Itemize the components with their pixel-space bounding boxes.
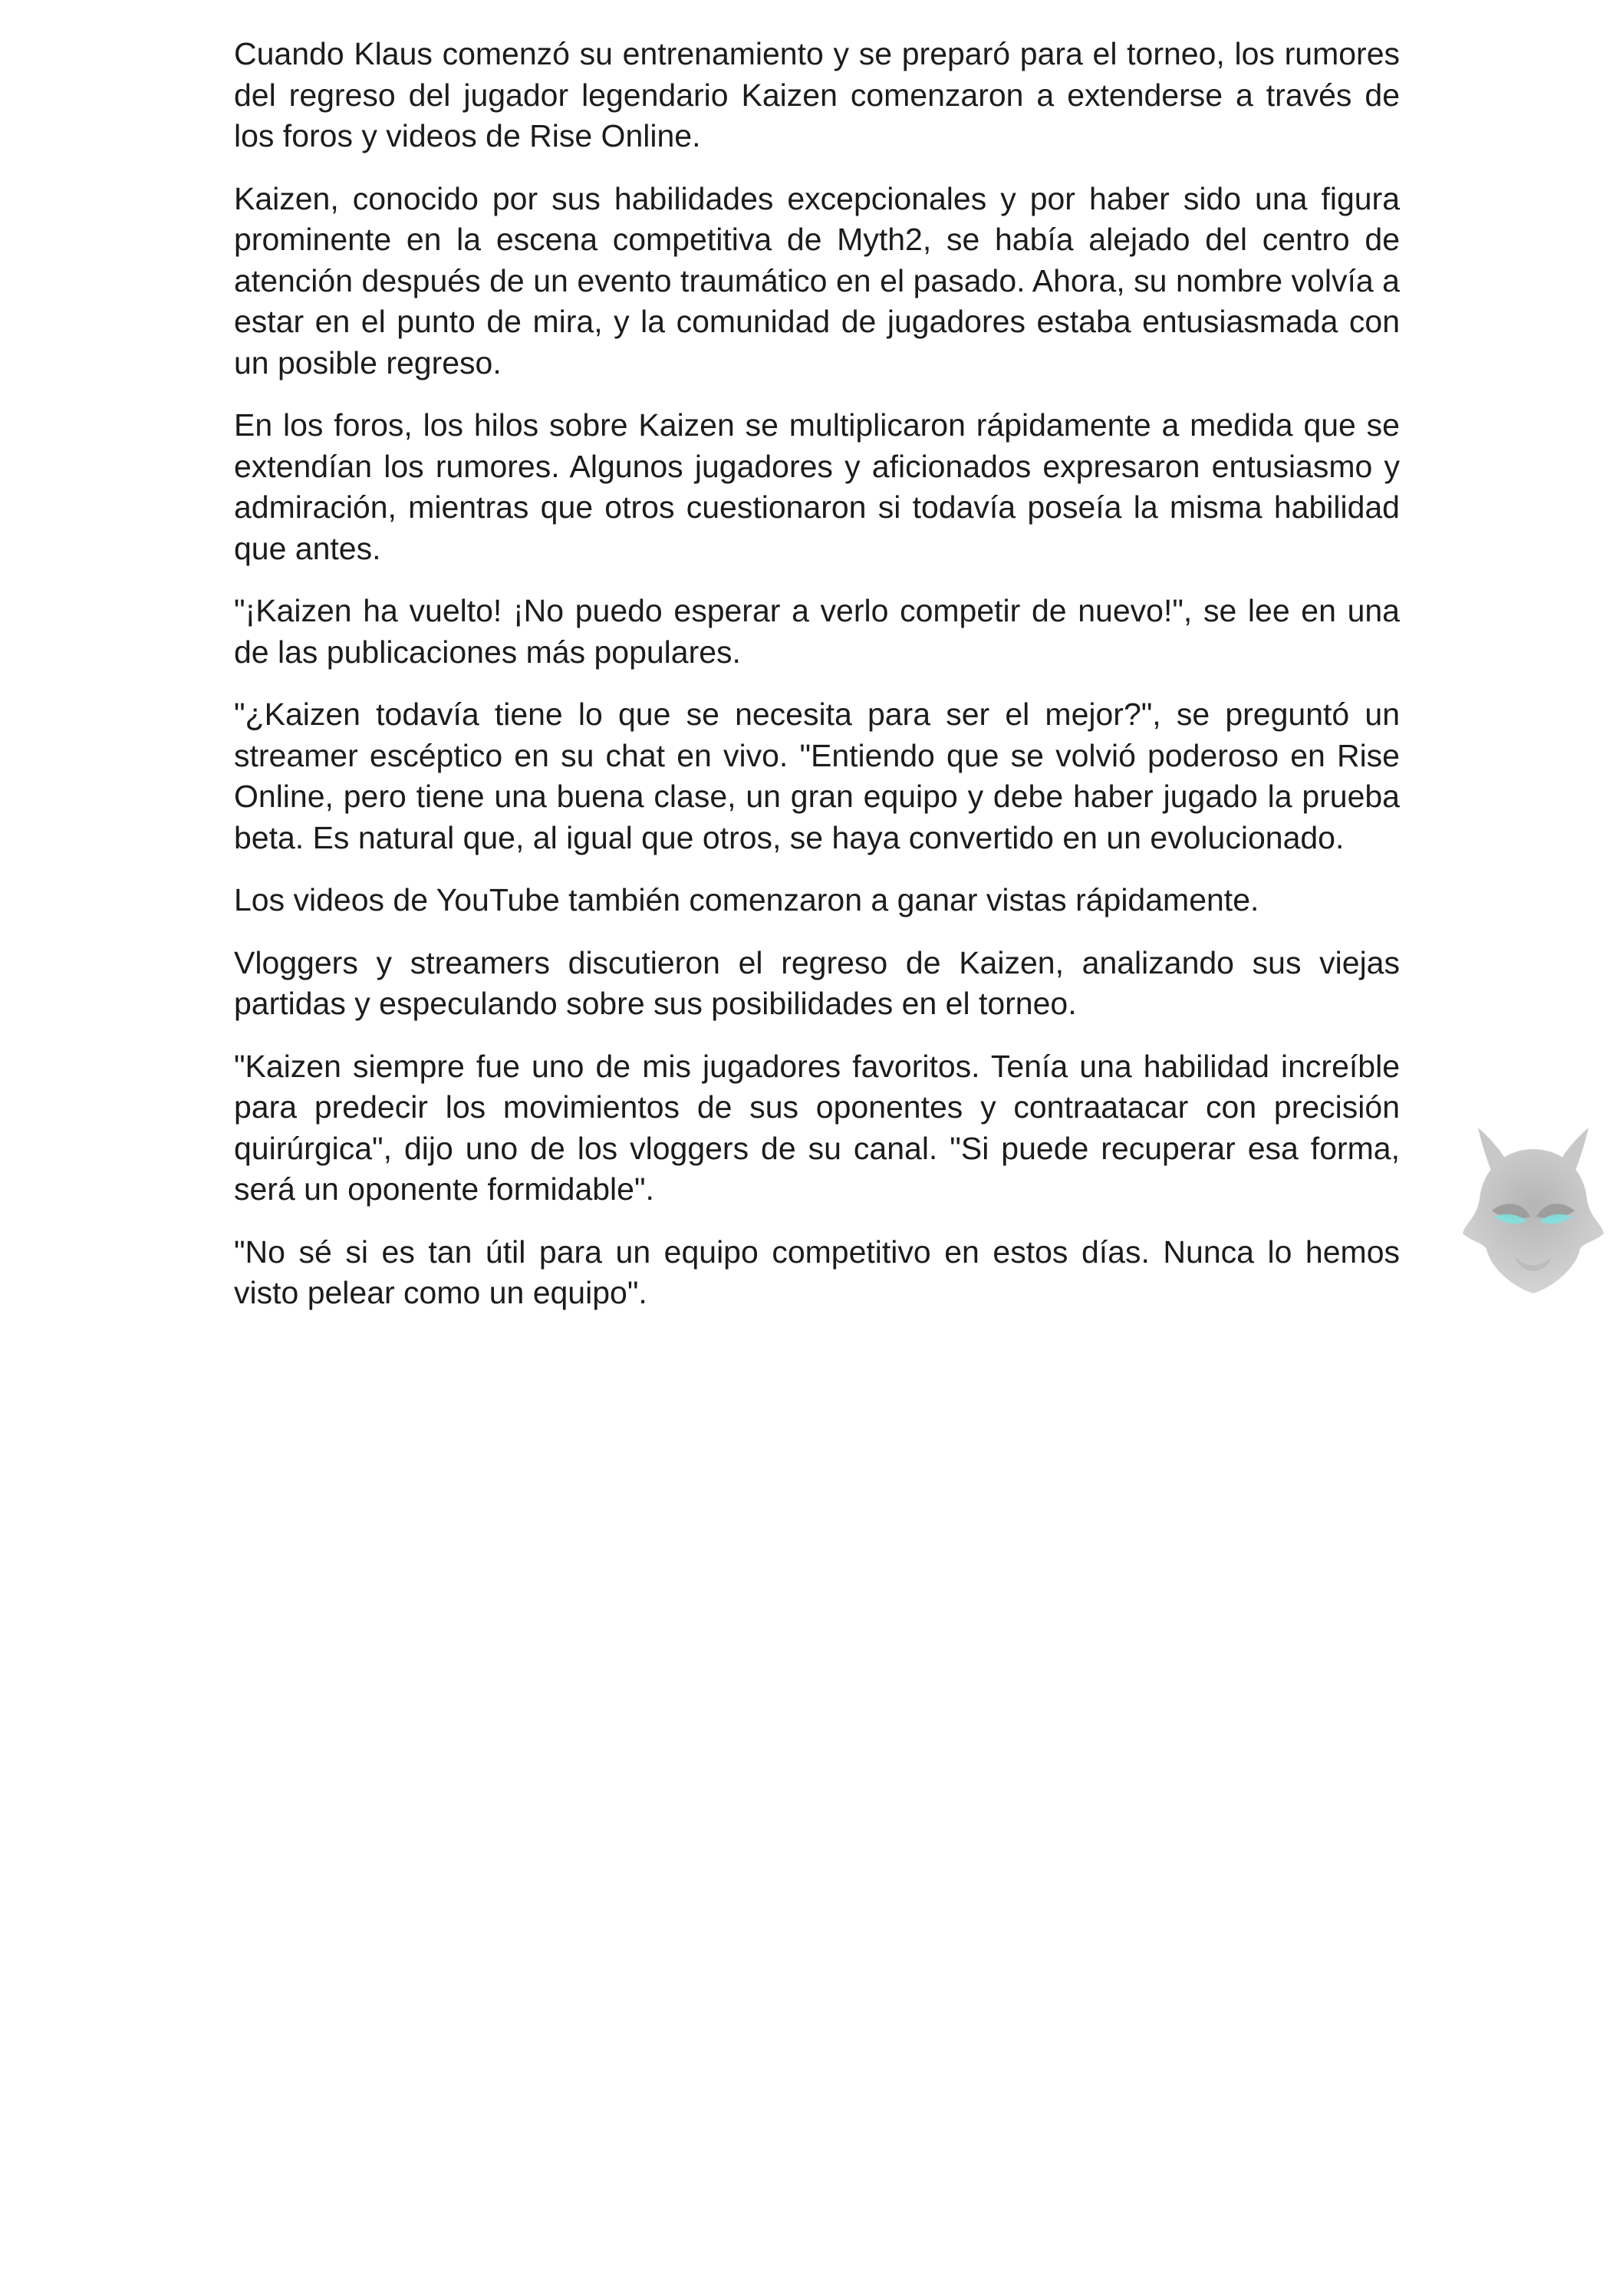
paragraph-7: Vloggers y streamers discutieron el regreso de Kaizen, analizando sus viejas partidas y especulando sobre sus posibilidades en el torneo. <box>234 944 1400 1021</box>
paragraph-2: Kaizen, conocido por sus habilidades excepcionales y por haber sido una figura prominente en la escena competitiva de Myth2, se había alejado del centro de atención después de un evento traumático en el pasado. Ahora, su nombre volvía a estar en el punto de mira, y la comunidad de jugadores estaba entusiasmada con un posible regreso. <box>234 180 1400 380</box>
paragraph-1: Cuando Klaus comenzó su entrenamiento y se preparó para el torneo, los rumores del regreso del jugador legendario Kaizen comenzaron a extenderse a través de los foros y videos de Rise Online. <box>234 36 1400 153</box>
paragraph-9: "No sé si es tan útil para un equipo competitivo en estos días. Nunca lo hemos visto pelear como un equipo". <box>234 1234 1400 1310</box>
paragraph-3: En los foros, los hilos sobre Kaizen se multiplicaron rápidamente a medida que se extendían los rumores. Algunos jugadores y aficionados expresaron entusiasmo y admiración, mientras que otros cuestionaron si todavía poseía la misma habilidad que antes. <box>234 407 1400 566</box>
paragraph-6: Los videos de YouTube también comenzaron a ganar vistas rápidamente. <box>234 882 1259 917</box>
paragraph-5: "¿Kaizen todavía tiene lo que se necesita para ser el mejor?", se preguntó un streamer escéptico en su chat en vivo. "Entiendo que se volvió poderoso en Rise Online, pero tiene una buena clase, un gran equipo y debe haber jugado la prueba beta. Es natural que, al igual que otros, se haya convertido en un evolucionado. <box>234 697 1400 855</box>
paragraph-4: "¡Kaizen ha vuelto! ¡No puedo esperar a verlo competir de nuevo!", se lee en una de las publicaciones más populares. <box>234 593 1400 670</box>
paragraph-8: "Kaizen siempre fue uno de mis jugadores favoritos. Tenía una habilidad increíble para predecir los movimientos de sus oponentes y contraatacar con precisión quirúrgica", dijo uno de los vloggers de su canal. "Si puede recuperar esa forma, será un oponente formidable". <box>234 1048 1400 1207</box>
demon-head-icon <box>1461 1126 1605 1295</box>
story-text <box>234 34 1400 1336</box>
